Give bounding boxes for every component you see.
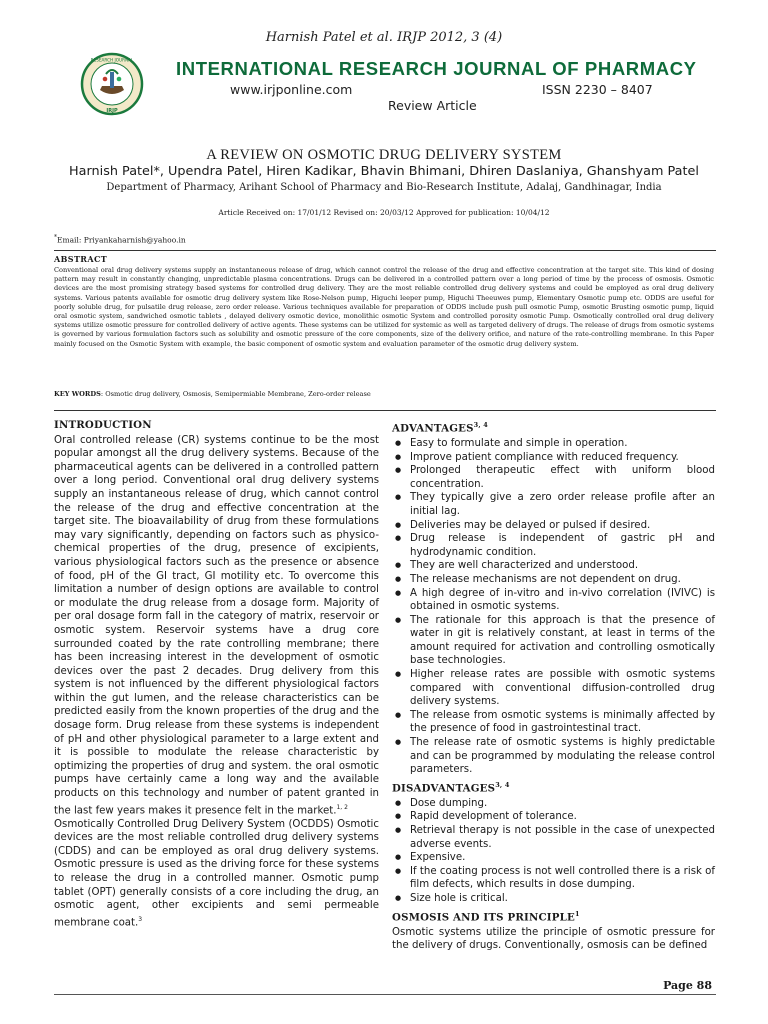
author-list: Harnish Patel*, Upendra Patel, Hiren Kadikar, Bhavin Bhimani, Dhiren Daslaniya, Ghanshyam Patel — [69, 164, 699, 179]
advantage-item: ● Easy to formulate and simple in operation. — [392, 437, 715, 451]
abstract-body: Conventional oral drug delivery systems supply an instantaneous release of drug, which cannot control the release of the drug and effective concentration at the target site. This kind of dosing pattern may result in constantly changing, unpredictable plasma concentrations. Drugs can be delivered in a controlled pattern over a long period of time by the process of osmosis. Osmotic devices are the most promising strategy based systems for controlled drug delivery. They are the most reliable controlled drug delivery systems and could be employed as oral drug delivery systems. Various patents available for osmotic drug delivery system like Rose-Nelson pump, Higuchi leeper pump, Higuchi Theeuwes pump, Elementary Osmotic pump etc. ODDS are useful for poorly soluble drug, for pulsatile drug release, zero order release. Various techniques available for preparation of ODDS include push pull osmotic Pump, osmotic Brusting osmotic pump, liquid oral osmotic system, sandwiched osmotic tablets , delayed delivery osmotic device, monolithic osmotic System and controlled porosity osmotic Pump. Osmotically controlled oral drug delivery systems utilize osmotic pressure for controlled delivery of active agents. These systems can be utilized for systemic as well as targeted delivery of drugs. The release of drugs from osmotic systems is governed by various formulation factors such as solubility and osmotic pressure of the core components, size of the delivery orifice, and nature of the rate-controlling membrane. In this Paper mainly focused on the Osmotic System with example, the basic component of osmotic system and evaluation parameter of the osmotic drug delivery system. — [54, 266, 714, 348]
advantages-list — [392, 437, 715, 777]
introduction-heading: INTRODUCTION — [54, 419, 152, 431]
keywords-list: : Osmotic drug delivery, Osmosis, Semipermiable Membrane, Zero-order release — [100, 390, 371, 398]
abstract-bottom-rule — [54, 410, 716, 411]
right-column — [392, 417, 715, 953]
article-title: A REVIEW ON OSMOTIC DRUG DELIVERY SYSTEM — [206, 147, 562, 163]
advantage-item: ● A high degree of in-vitro and in-vivo correlation (IVIVC) is obtained in osmotic systems. — [392, 587, 715, 614]
advantage-item: ● The release from osmotic systems is minimally affected by the presence of food in gastrointestinal tract. — [392, 709, 715, 736]
keywords-label: KEY WORDS — [54, 390, 101, 398]
advantage-item: ● Higher release rates are possible with osmotic systems compared with conventional diffusion-controlled drug delivery systems. — [392, 668, 715, 709]
advantage-item: ● They are well characterized and understood. — [392, 559, 715, 573]
footer-rule — [54, 994, 716, 995]
running-head: Harnish Patel et al. IRJP 2012, 3 (4) — [265, 30, 503, 45]
osmosis-paragraph: Osmotic systems utilize the principle of osmotic pressure for the delivery of drugs. Conventionally, osmosis can be defined — [392, 926, 715, 952]
disadvantage-item: ● If the coating process is not well controlled there is a risk of film defects, which results in dose dumping. — [392, 865, 715, 892]
keywords — [54, 390, 714, 398]
osmosis-heading-text: OSMOSIS AND ITS PRINCIPLE — [392, 910, 575, 923]
corresponding-email[interactable] — [54, 234, 186, 245]
affiliation: Department of Pharmacy, Arihant School of Pharmacy and Bio-Research Institute, Adalaj, Gandhinagar, India — [106, 182, 662, 193]
disadvantage-item: ● Expensive. — [392, 851, 715, 865]
email-text: Email: Priyankaharnish@yahoo.in — [57, 235, 186, 245]
advantages-ref: 3, 4 — [473, 421, 489, 429]
advantage-item: ● Deliveries may be delayed or pulsed if desired. — [392, 519, 715, 533]
disadvantages-ref: 3, 4 — [495, 780, 510, 789]
disadvantage-item: ● Size hole is critical. — [392, 892, 715, 906]
disadvantage-item: ● Retrieval therapy is not possible in the case of unexpected adverse events. — [392, 824, 715, 851]
advantage-item: ● The release mechanisms are not dependent on drug. — [392, 573, 715, 587]
journal-name: INTERNATIONAL RESEARCH JOURNAL OF PHARMACY — [176, 58, 697, 79]
introduction-paragraph — [54, 434, 379, 818]
masthead — [80, 52, 720, 126]
page-number: Page 88 — [663, 979, 712, 992]
advantages-heading-text: ADVANTAGES — [392, 422, 474, 435]
ocdds-ref: 3 — [138, 915, 143, 923]
advantage-item: ● The release rate of osmotic systems is highly predictable and can be programmed by modulating the release control parameters. — [392, 736, 715, 777]
ocdds-text: Osmotically Controlled Drug Delivery System (OCDDS) Osmotic devices are the most reliable controlled drug delivery systems (CDDS) and can be employed as oral drug delivery systems. Osmotic pressure is used as the driving force for these systems to release the drug in a controlled manner. Osmotic pump tablet (OPT) generally consists of a core including the drug, an osmotic agent, other excipients and semi permeable membrane coat. — [54, 818, 379, 929]
osmosis-heading — [392, 908, 715, 925]
advantage-item: ● Improve patient compliance with reduced frequency. — [392, 451, 715, 465]
advantage-item: ● They typically give a zero order release profile after an initial lag. — [392, 491, 715, 518]
advantages-heading — [392, 419, 715, 436]
abstract-top-rule — [54, 250, 716, 251]
disadvantages-list — [392, 797, 715, 906]
abstract-heading: ABSTRACT — [54, 254, 108, 264]
disadvantage-item: ● Rapid development of tolerance. — [392, 810, 715, 824]
issn: ISSN 2230 – 8407 — [542, 82, 653, 97]
advantage-item: ● The rationale for this approach is that the presence of water in git is relatively constant, at least in terms of the amount required for activation and controlling osmotically base technologies. — [392, 614, 715, 668]
ocdds-paragraph — [54, 818, 379, 930]
journal-logo — [80, 52, 144, 116]
journal-website-link[interactable]: www.irjponline.com — [230, 82, 353, 97]
introduction-ref: 1, 2 — [336, 803, 348, 811]
email-marker: * — [54, 234, 57, 241]
disadvantages-heading-text: DISADVANTAGES — [392, 782, 496, 795]
article-type: Review Article — [388, 98, 477, 113]
disadvantage-item: ● Dose dumping. — [392, 797, 715, 811]
logo-bottom-text: IRJP — [106, 108, 118, 114]
advantage-item: ● Drug release is independent of gastric pH and hydrodynamic condition. — [392, 532, 715, 559]
osmosis-ref: 1 — [574, 909, 580, 918]
logo-top-text: RESEARCH JOURNAL — [90, 57, 134, 63]
left-column — [54, 417, 379, 930]
introduction-text: Oral controlled release (CR) systems continue to be the most popular amongst all the drug delivery systems. Because of the pharmaceutical agents can be delivered in a controlled pattern over a long period. Conventional oral drug delivery systems supply an instantaneous release of drug, which cannot control the release of the drug and effective concentration at the target site. The bioavailability of drug from these formulations may vary significantly, depending on factors such as physico-chemical properties of the drug, presence of excipients, various physiological factors such as the presence or absence of food, pH of the GI tract, GI motility etc. To overcome this limitation a number of design options are available to control or modulate the drug release from a dosage form. Majority of per oral dosage form fall in the category of matrix, reservoir or osmotic system. Reservoir systems have a drug core surrounded coated by the rate controlling membrane; there has been increasing interest in the development of osmotic devices over the past 2 decades. Drug delivery from this system is not influenced by the different physiological factors within the gut lumen, and the release characteristics can be predicted easily from the known properties of the drug and the dosage form. Drug release from these systems is independent of pH and other physiological parameter to a large extent and it is possible to modulate the release characteristic by optimizing the properties of drug and system. the oral osmotic pumps have certainly came a long way and the available products on this technology and number of patent granted in the last few years makes it presence felt in the market. — [54, 434, 379, 817]
article-dates: Article Received on: 17/01/12 Revised on: 20/03/12 Approved for publication: 10/04/12 — [218, 208, 550, 217]
advantage-item: ● Prolonged therapeutic effect with uniform blood concentration. — [392, 464, 715, 491]
disadvantages-heading — [392, 779, 715, 796]
